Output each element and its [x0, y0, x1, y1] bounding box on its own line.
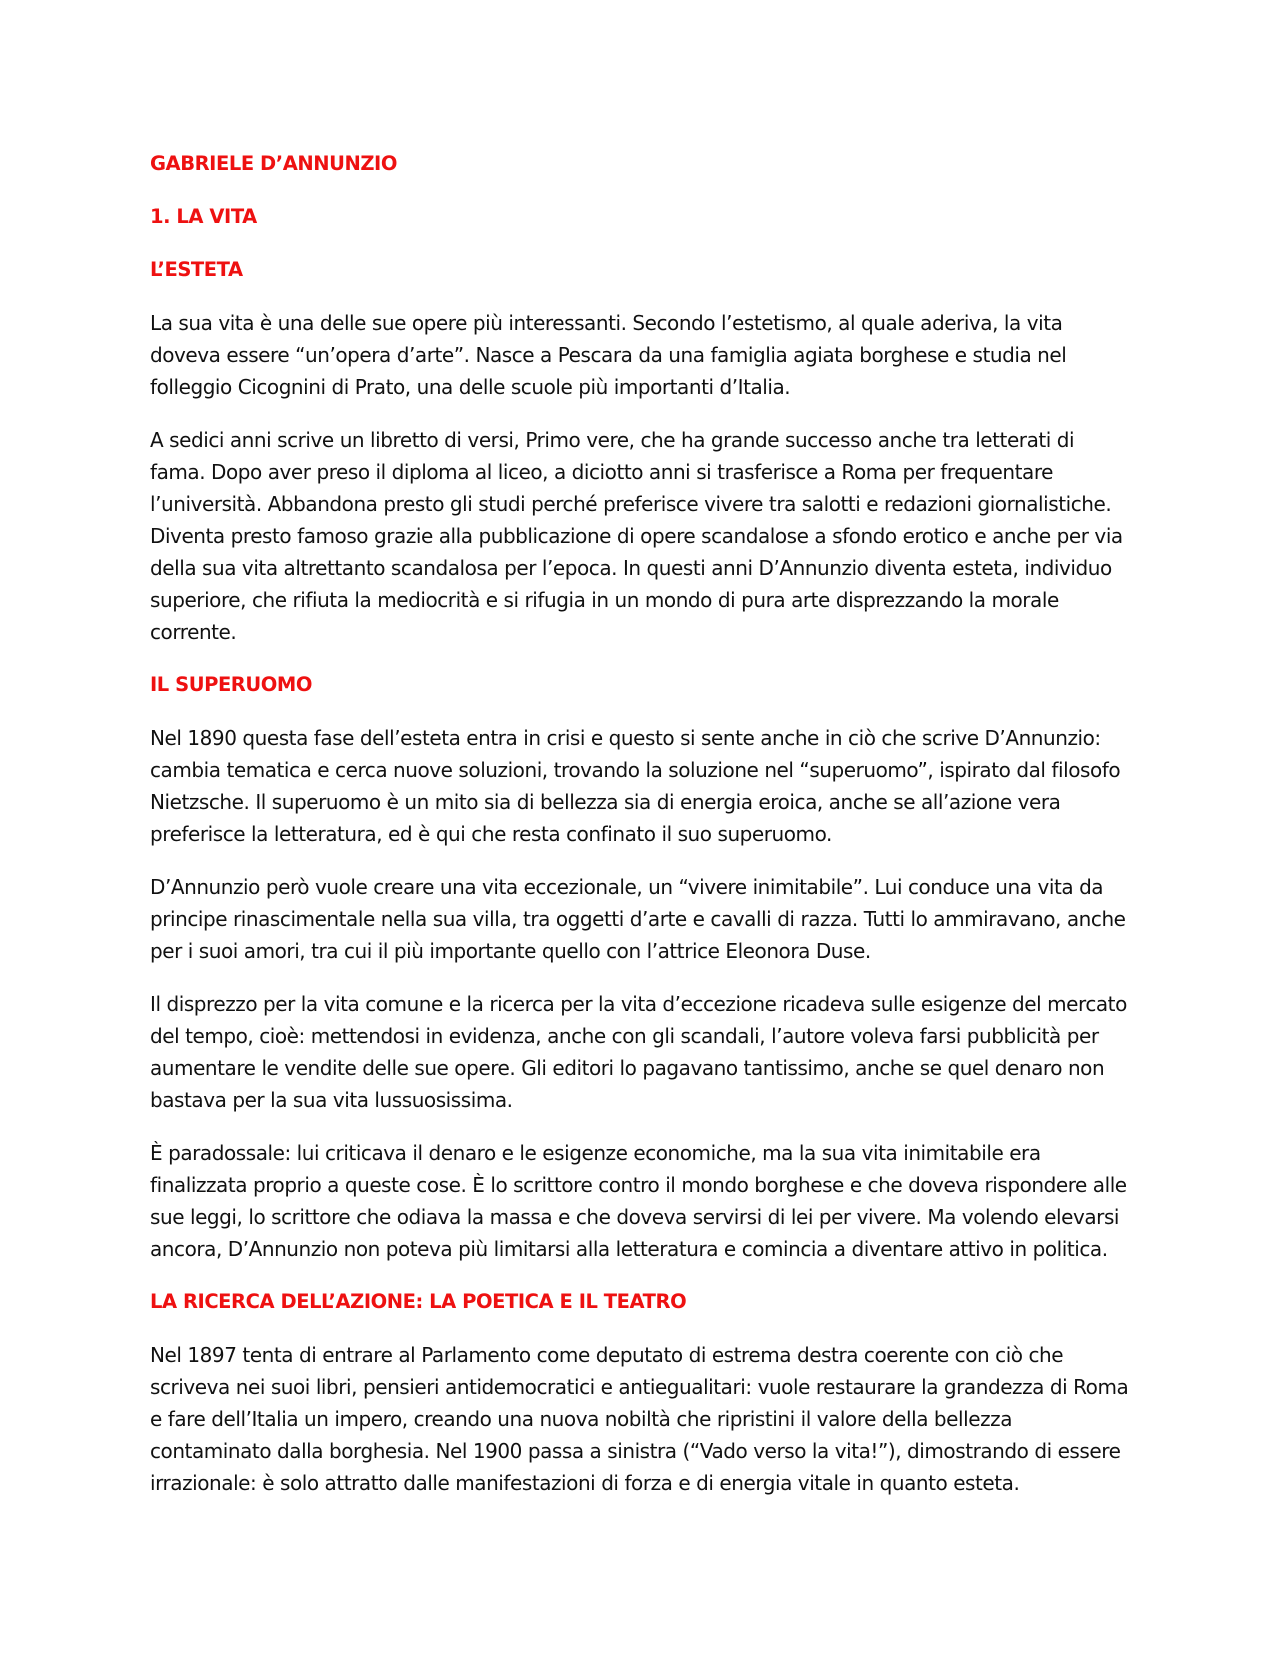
paragraph: Nel 1890 questa fase dell’esteta entra in crisi e questo si sente anche in ciò che scrive D’Annunzio: cambia tematica e cerca nuove soluzioni, trovando la soluzione nel “superuomo”, ispirato dal filosofo Nietzsche. Il superuomo è un mito sia di bellezza sia di energia eroica, anche se all’azione vera preferisce la letteratura, ed è qui che resta confinato il suo superuomo. — [150, 726, 1121, 846]
section-heading-la-vita: 1. LA VITA — [150, 205, 257, 228]
subsection-heading-ricerca-azione: LA RICERCA DELL’AZIONE: LA POETICA E IL TEATRO — [150, 1290, 687, 1313]
subsection-heading-superuomo: IL SUPERUOMO — [150, 673, 312, 696]
paragraph: Nel 1897 tenta di entrare al Parlamento come deputato di estrema destra coerente con ciò che scriveva nei suoi libri, pensieri antidemocratici e antiegualitari: vuole restaurare la grandezza di Roma e fare dell’Italia un impero, creando una nuova nobiltà che ripristini il valore della bellezza contaminato dalla borghesia. Nel 1900 passa a sinistra (“Vado verso la vita!”), dimostrando di essere irrazionale: è solo attratto dalle manifestazioni di forza e di energia vitale in quanto esteta. — [150, 1343, 1129, 1495]
paragraph: Il disprezzo per la vita comune e la ricerca per la vita d’eccezione ricadeva sulle esigenze del mercato del tempo, cioè: mettendosi in evidenza, anche con gli scandali, l’autore voleva farsi pubblicità per aumentare le vendite delle sue opere. Gli editori lo pagavano tantissimo, anche se quel denaro non bastava per la sua vita lussuosissima. — [150, 992, 1127, 1112]
document-title: GABRIELE D’ANNUNZIO — [150, 152, 397, 175]
paragraph: A sedici anni scrive un libretto di versi, Primo vere, che ha grande successo anche tra letterati di fama. Dopo aver preso il diploma al liceo, a diciotto anni si trasferisce a Roma per frequentare l’università. Abbandona presto gli studi perché preferisce vivere tra salotti e redazioni giornalistiche. Diventa presto famoso grazie alla pubblicazione di opere scandalose a sfondo erotico e anche per via della sua vita altrettanto scandalosa per l’epoca. In questi anni D’Annunzio diventa esteta, individuo superiore, che rifiuta la mediocrità e si rifugia in un mondo di pura arte disprezzando la morale corrente. — [150, 428, 1123, 644]
paragraph: È paradossale: lui criticava il denaro e le esigenze economiche, ma la sua vita inimitabile era finalizzata proprio a queste cose. È lo scrittore contro il mondo borghese e che doveva rispondere alle sue leggi, lo scrittore che odiava la massa e che doveva servirsi di lei per vivere. Ma volendo elevarsi ancora, D’Annunzio non poteva più limitarsi alla letteratura e comincia a diventare attivo in politica. — [150, 1141, 1127, 1261]
paragraph: La sua vita è una delle sue opere più interessanti. Secondo l’estetismo, al quale aderiva, la vita doveva essere “un’opera d’arte”. Nasce a Pescara da una famiglia agiata borghese e studia nel folleggio Cicognini di Prato, una delle scuole più importanti d’Italia. — [150, 311, 1067, 399]
paragraph: D’Annunzio però vuole creare una vita eccezionale, un “vivere inimitabile”. Lui conduce una vita da principe rinascimentale nella sua villa, tra oggetti d’arte e cavalli di razza. Tutti lo ammiravano, anche per i suoi amori, tra cui il più importante quello con l’attrice Eleonora Duse. — [150, 875, 1126, 963]
subsection-heading-esteta: L’ESTETA — [150, 258, 243, 281]
document-page — [150, 148, 1130, 1520]
